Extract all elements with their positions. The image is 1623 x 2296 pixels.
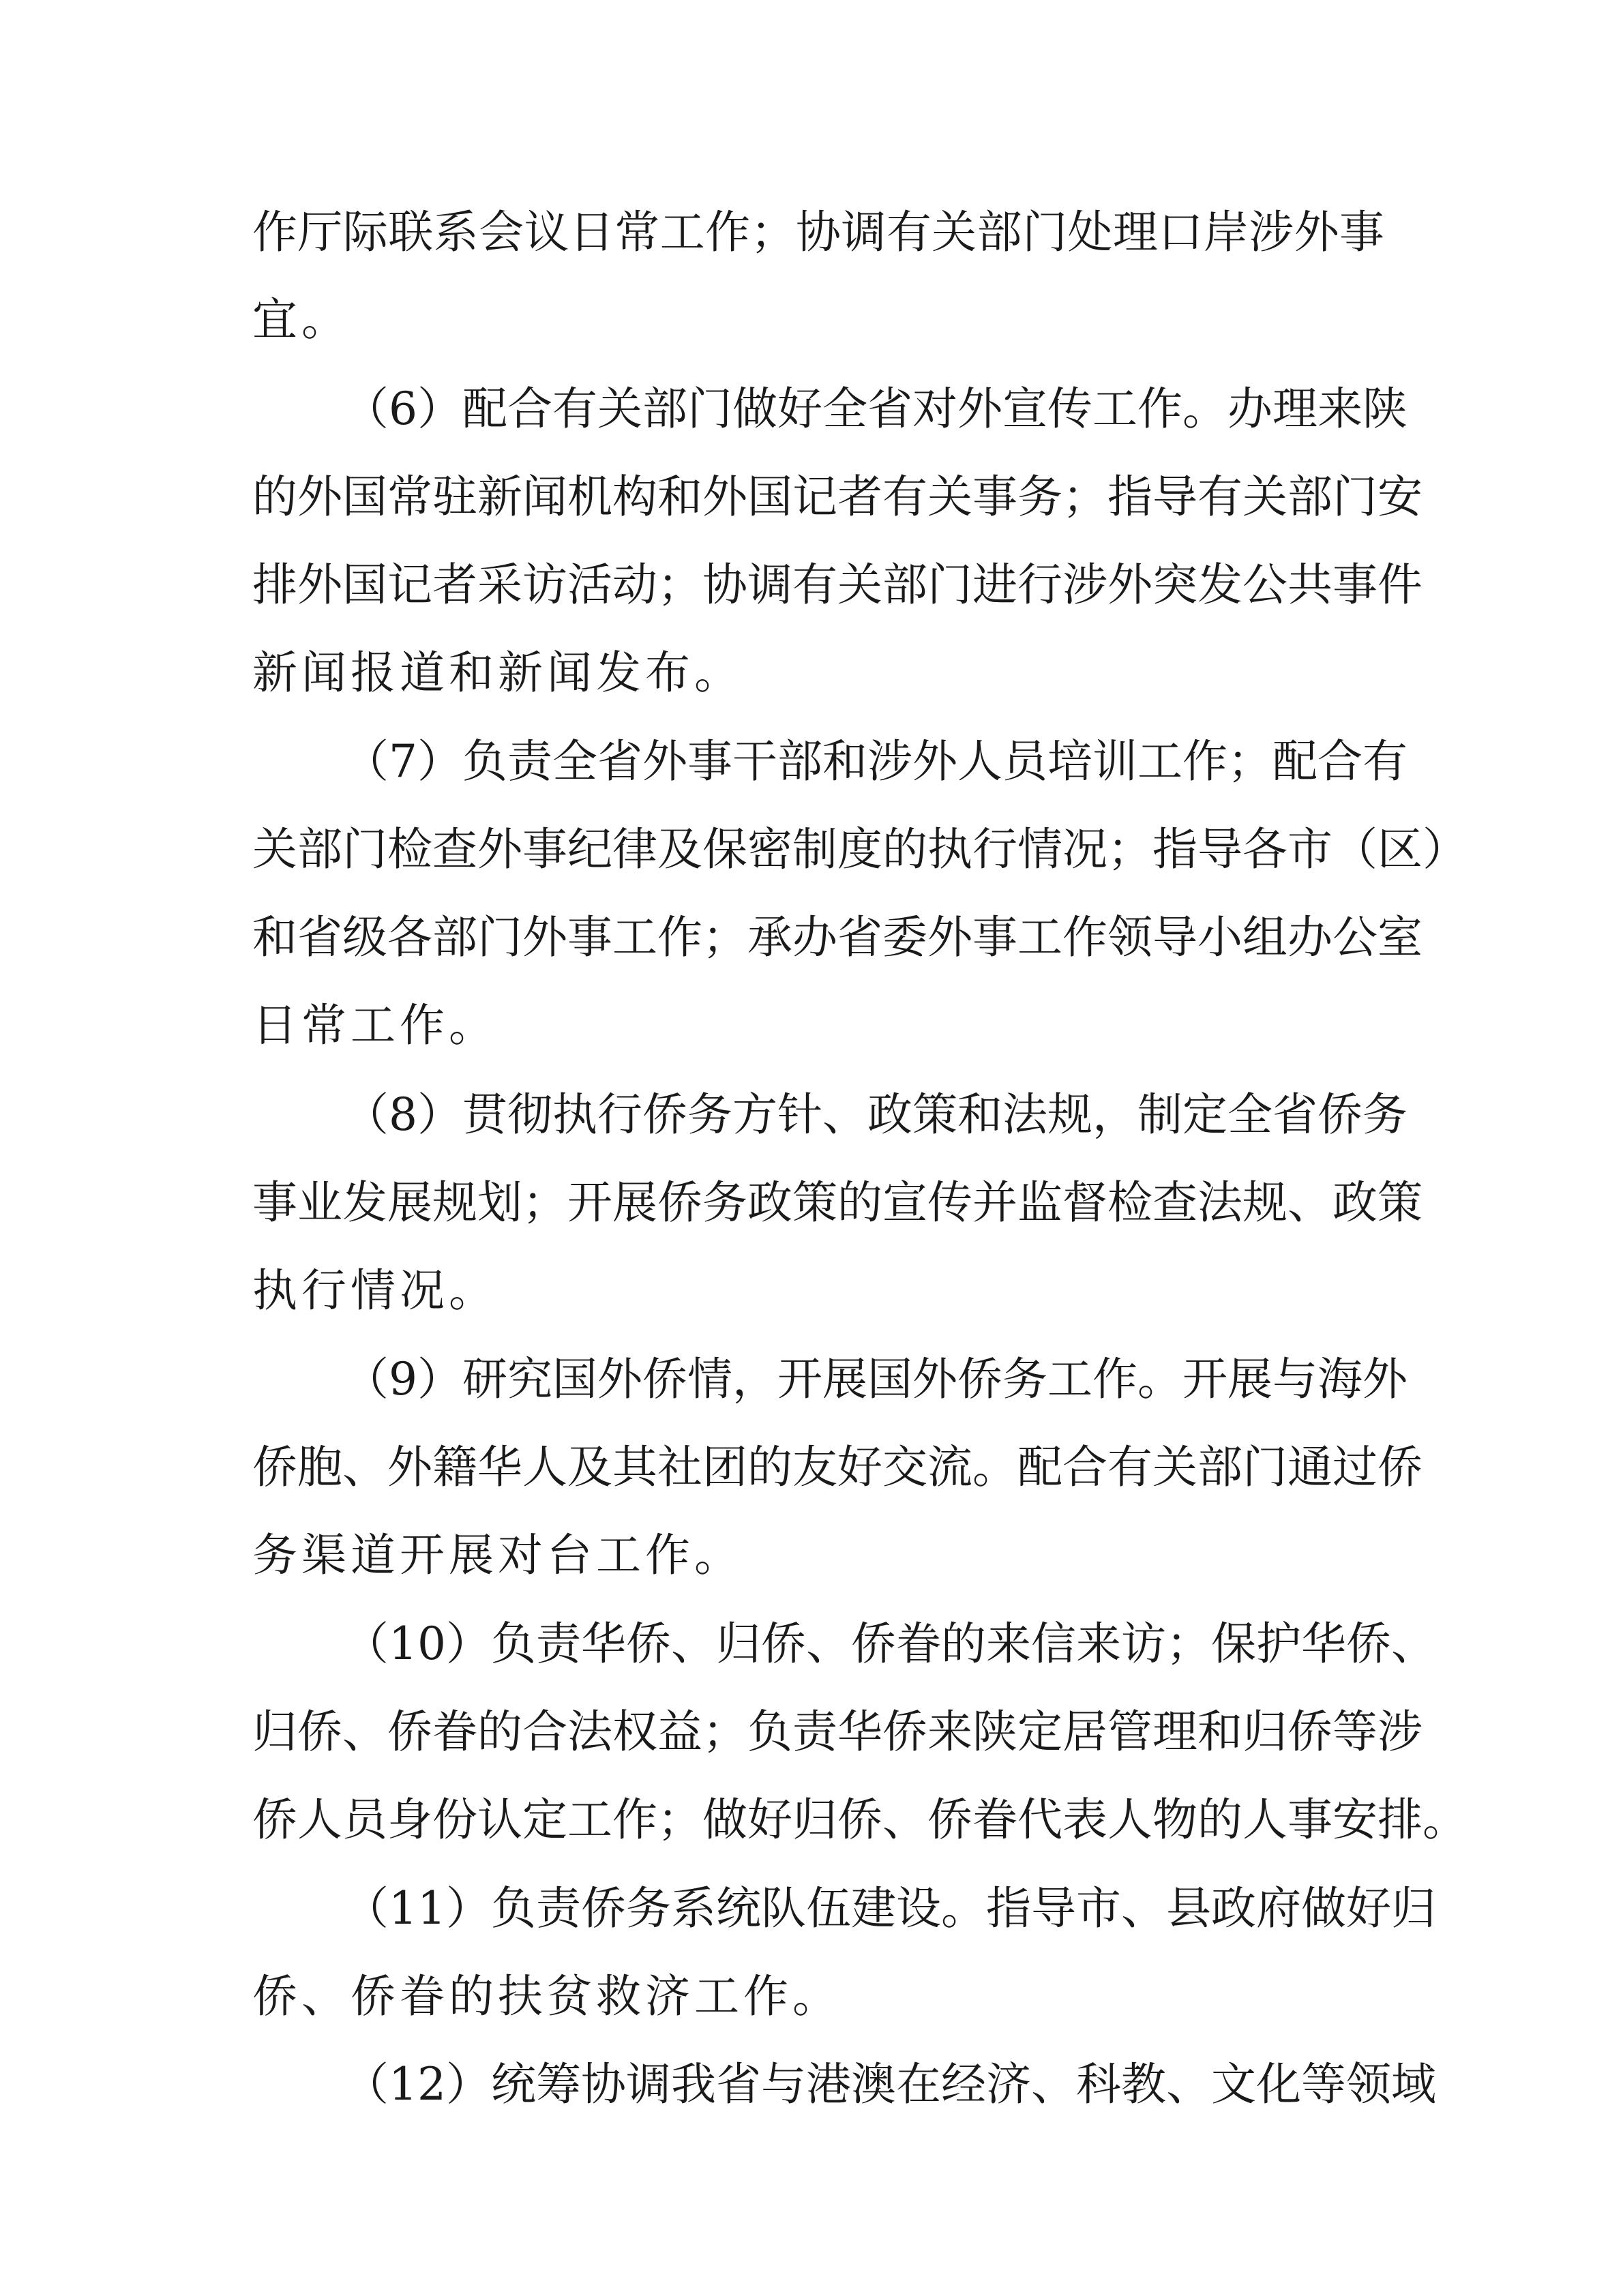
text-line: （12）统筹协调我省与港澳在经济、科教、文化等领域 [344, 2058, 1436, 2111]
text-line: 侨胞、外籍华人及其社团的友好交流。配合有关部门通过侨 [252, 1441, 1423, 1493]
text-line: （8）贯彻执行侨务方针、政策和法规，制定全省侨务 [344, 1088, 1408, 1141]
text-line: 关部门检查外事纪律及保密制度的执行情况；指导各市（区） [252, 823, 1468, 876]
text-line: 执行情况。 [252, 1264, 498, 1317]
text-line: 事业发展规划；开展侨务政策的宣传并监督检查法规、政策 [252, 1176, 1423, 1229]
text-line: 作厅际联系会议日常工作；协调有关部门处理口岸涉外事 [252, 206, 1384, 258]
text-line: 侨、侨眷的扶贫救济工作。 [252, 1970, 842, 2023]
text-line: 宜。 [252, 293, 351, 346]
text-line: 务渠道开展对台工作。 [252, 1529, 743, 1581]
text-line: （11）负责侨务系统队伍建设。指导市、县政府做好归 [344, 1882, 1436, 1935]
text-line: 侨人员身份认定工作；做好归侨、侨眷代表人物的人事安排。 [252, 1793, 1468, 1846]
text-line: 新闻报道和新闻发布。 [252, 646, 743, 699]
text-line: （7）负责全省外事干部和涉外人员培训工作；配合有 [344, 735, 1408, 788]
text-line: 的外国常驻新闻机构和外国记者有关事务；指导有关部门安 [252, 471, 1423, 523]
text-line: 和省级各部门外事工作；承办省委外事工作领导小组办公室 [252, 911, 1423, 964]
text-line: 归侨、侨眷的合法权益；负责华侨来陕定居管理和归侨等涉 [252, 1705, 1423, 1758]
text-line: 排外国记者采访活动；协调有关部门进行涉外突发公共事件 [252, 558, 1423, 611]
text-line: 日常工作。 [252, 999, 498, 1052]
text-line: （9）研究国外侨情，开展国外侨务工作。开展与海外 [344, 1353, 1408, 1405]
text-line: （6）配合有关部门做好全省对外宣传工作。办理来陕 [344, 383, 1408, 435]
text-line: （10）负责华侨、归侨、侨眷的来信来访；保护华侨、 [344, 1617, 1436, 1670]
